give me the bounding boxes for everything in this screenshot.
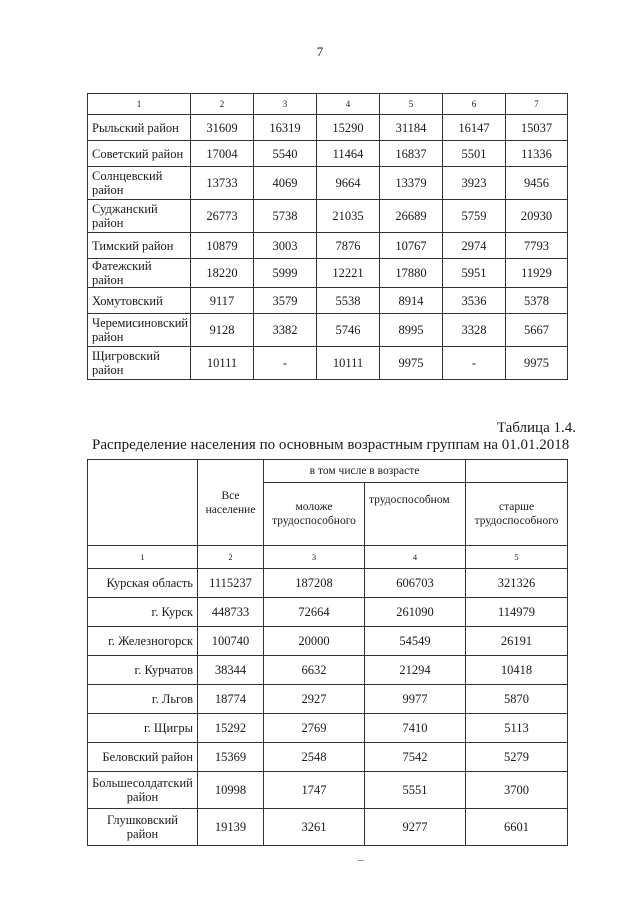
table-cell: 9664	[317, 167, 380, 200]
table-cell: 26773	[191, 200, 254, 233]
table-cell: 17880	[380, 259, 443, 288]
table-cell: 7542	[365, 743, 466, 772]
table-row	[88, 598, 568, 627]
header-blank	[466, 460, 568, 483]
column-number: 6	[443, 94, 506, 115]
table-cell: 5501	[443, 141, 506, 167]
table-row	[88, 685, 568, 714]
district-name: Фатежский район	[88, 259, 191, 288]
region-name: г. Курск	[88, 598, 198, 627]
table-cell: 26191	[466, 627, 568, 656]
table-cell: 5870	[466, 685, 568, 714]
table-cell: 9128	[191, 314, 254, 347]
table-cell: 17004	[191, 141, 254, 167]
table-cell: 5551	[365, 772, 466, 809]
table-row	[88, 259, 568, 288]
table-cell: 7876	[317, 233, 380, 259]
table-cell: 261090	[365, 598, 466, 627]
table-cell: 9456	[506, 167, 568, 200]
table-row	[88, 347, 568, 380]
column-number-row	[88, 94, 568, 115]
table-row	[88, 714, 568, 743]
table-cell: 19139	[198, 809, 264, 846]
table-cell: 20930	[506, 200, 568, 233]
table-cell: 5540	[254, 141, 317, 167]
table-cell: 10111	[191, 347, 254, 380]
table-row	[88, 772, 568, 809]
table-cell: 3923	[443, 167, 506, 200]
region-name: г. Щигры	[88, 714, 198, 743]
table-cell: 2974	[443, 233, 506, 259]
header-older: старше трудоспособного	[466, 483, 568, 546]
district-population-table	[87, 93, 568, 380]
table-row	[88, 627, 568, 656]
table-row	[88, 167, 568, 200]
district-name: Щигровский район	[88, 347, 191, 380]
region-name: Большесолдатский район	[88, 772, 198, 809]
table-cell: 31609	[191, 115, 254, 141]
table-cell: 5746	[317, 314, 380, 347]
table-row	[88, 288, 568, 314]
region-name: г. Курчатов	[88, 656, 198, 685]
district-name: Хомутовский	[88, 288, 191, 314]
table-cell: 6601	[466, 809, 568, 846]
table-cell: 8914	[380, 288, 443, 314]
header-all-population: Все население	[198, 460, 264, 546]
table-row	[88, 314, 568, 347]
column-number: 2	[191, 94, 254, 115]
column-number: 2	[198, 546, 264, 569]
table-cell: 10998	[198, 772, 264, 809]
table-cell: 16319	[254, 115, 317, 141]
region-name: Беловский район	[88, 743, 198, 772]
table-cell: 448733	[198, 598, 264, 627]
table-row	[88, 141, 568, 167]
table-cell: 11336	[506, 141, 568, 167]
table-cell: 15369	[198, 743, 264, 772]
region-name: г. Железногорск	[88, 627, 198, 656]
table-label: Таблица 1.4.	[496, 420, 576, 436]
table-row	[88, 233, 568, 259]
region-name: Курская область	[88, 569, 198, 598]
age-group-table	[87, 459, 568, 846]
table-cell: 10111	[317, 347, 380, 380]
table-cell: 100740	[198, 627, 264, 656]
column-number: 7	[506, 94, 568, 115]
table-cell: 9117	[191, 288, 254, 314]
table-cell: 9975	[380, 347, 443, 380]
table-title: Распределение населения по основным возрастным группам на 01.01.2018	[92, 437, 570, 453]
table-cell: 5378	[506, 288, 568, 314]
table-cell: 15290	[317, 115, 380, 141]
scan-mark	[358, 860, 364, 861]
table-cell: 5999	[254, 259, 317, 288]
district-name: Суджанский район	[88, 200, 191, 233]
table-cell: -	[443, 347, 506, 380]
table-cell: 6632	[264, 656, 365, 685]
table-cell: 4069	[254, 167, 317, 200]
table-cell: 7793	[506, 233, 568, 259]
table-cell: 1115237	[198, 569, 264, 598]
table-cell: 54549	[365, 627, 466, 656]
table-cell: 3328	[443, 314, 506, 347]
table-cell: 15037	[506, 115, 568, 141]
table-cell: 5951	[443, 259, 506, 288]
table-cell: 10767	[380, 233, 443, 259]
table-row	[88, 115, 568, 141]
table-cell: 9975	[506, 347, 568, 380]
district-name: Черемисиновский район	[88, 314, 191, 347]
table-row	[88, 809, 568, 846]
table-cell: 5538	[317, 288, 380, 314]
table-cell: 10879	[191, 233, 254, 259]
table-cell: 3536	[443, 288, 506, 314]
table-cell: 9977	[365, 685, 466, 714]
table-cell: 15292	[198, 714, 264, 743]
table-cell: 114979	[466, 598, 568, 627]
table-cell: 3382	[254, 314, 317, 347]
table-cell: 20000	[264, 627, 365, 656]
column-number: 3	[254, 94, 317, 115]
column-number: 3	[264, 546, 365, 569]
table-cell: 12221	[317, 259, 380, 288]
header-blank	[88, 460, 198, 546]
column-number: 1	[88, 546, 198, 569]
table-row	[88, 569, 568, 598]
table-cell: 7410	[365, 714, 466, 743]
column-number: 4	[365, 546, 466, 569]
table-cell: 3261	[264, 809, 365, 846]
table-cell: 13733	[191, 167, 254, 200]
table-cell: 3700	[466, 772, 568, 809]
table-cell: 2548	[264, 743, 365, 772]
table-row	[88, 656, 568, 685]
table-cell: 21294	[365, 656, 466, 685]
header-younger: моложе трудоспособного	[264, 483, 365, 546]
table-cell: 18220	[191, 259, 254, 288]
table-cell: 3003	[254, 233, 317, 259]
table-row	[88, 743, 568, 772]
table-cell: 5279	[466, 743, 568, 772]
table-cell: 26689	[380, 200, 443, 233]
column-number: 5	[466, 546, 568, 569]
region-name: Глушковский район	[88, 809, 198, 846]
table-cell: 10418	[466, 656, 568, 685]
table-cell: 5113	[466, 714, 568, 743]
table-cell: -	[254, 347, 317, 380]
table-cell: 31184	[380, 115, 443, 141]
table-cell: 38344	[198, 656, 264, 685]
table-cell: 5667	[506, 314, 568, 347]
district-name: Солнцевский район	[88, 167, 191, 200]
table-cell: 16147	[443, 115, 506, 141]
table-cell: 2927	[264, 685, 365, 714]
table-cell: 8995	[380, 314, 443, 347]
table-cell: 16837	[380, 141, 443, 167]
table-cell: 72664	[264, 598, 365, 627]
header-working: трудоспособном	[365, 483, 466, 546]
table-cell: 11464	[317, 141, 380, 167]
header-row	[88, 460, 568, 483]
table-cell: 3579	[254, 288, 317, 314]
table-cell: 18774	[198, 685, 264, 714]
district-name: Советский район	[88, 141, 191, 167]
page-number: 7	[316, 44, 324, 59]
table-cell: 5759	[443, 200, 506, 233]
table-cell: 2769	[264, 714, 365, 743]
table-row	[88, 200, 568, 233]
table-cell: 1747	[264, 772, 365, 809]
table-cell: 21035	[317, 200, 380, 233]
table-cell: 13379	[380, 167, 443, 200]
table-cell: 5738	[254, 200, 317, 233]
table-cell: 321326	[466, 569, 568, 598]
column-number: 1	[88, 94, 191, 115]
district-name: Рыльский район	[88, 115, 191, 141]
district-name: Тимский район	[88, 233, 191, 259]
table-cell: 11929	[506, 259, 568, 288]
table-cell: 606703	[365, 569, 466, 598]
column-number-row	[88, 546, 568, 569]
table-cell: 9277	[365, 809, 466, 846]
header-including-age: в том числе в возрасте	[264, 460, 466, 483]
region-name: г. Льгов	[88, 685, 198, 714]
table-cell: 187208	[264, 569, 365, 598]
column-number: 5	[380, 94, 443, 115]
column-number: 4	[317, 94, 380, 115]
